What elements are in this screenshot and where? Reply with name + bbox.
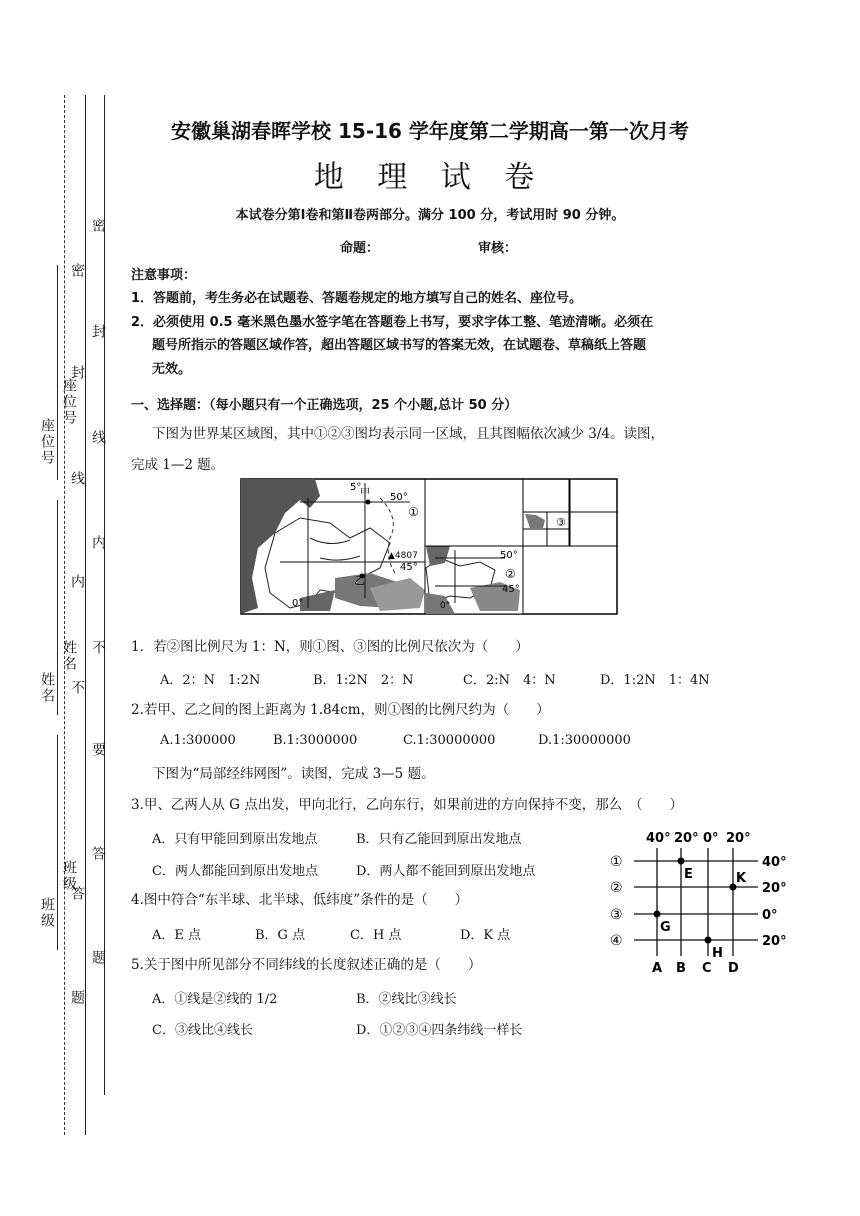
grid-row-1: ① xyxy=(610,854,623,870)
map-jia-label: 甲 xyxy=(360,488,370,499)
grid-right-label-2: 20° xyxy=(762,881,787,896)
question-4-option-c[interactable]: C．H 点 xyxy=(350,928,402,943)
section1-intro-line1: 下图为世界某区域图，其中①②③图均表示同一区域，且其图幅依次减少 3/4。读图， xyxy=(152,426,665,442)
question-5-option-a[interactable]: A．①线是②线的 1/2 xyxy=(152,992,278,1007)
map-small-lat45-label: 45° xyxy=(502,584,520,595)
reviewer-label: 审核： xyxy=(478,241,518,256)
question-5-stem: 5.关于图中所见部分不同纬线的长度叙述正确的是（ ） xyxy=(131,957,482,973)
question-4-option-a[interactable]: A．E 点 xyxy=(152,928,202,943)
seal-char-da: 答 xyxy=(90,846,106,862)
grid-point-e: E xyxy=(684,867,693,882)
grid-row-3: ③ xyxy=(610,907,623,923)
class-label: 班级 xyxy=(39,897,55,929)
map-lat50-label: 50° xyxy=(390,492,408,503)
map-mountain-label: ▲4807 xyxy=(388,551,418,561)
notes-heading: 注意事项： xyxy=(131,268,197,283)
name-label-inner: 姓名 xyxy=(61,640,77,672)
seal-char-mi-inner: 密 xyxy=(69,263,85,279)
question-3-stem: 3.甲、乙两人从 G 点出发，甲向北行，乙向东行，如果前进的方向保持不变，那么 （ ） xyxy=(131,797,683,813)
map-lat45-label: 45° xyxy=(400,562,418,573)
map-panel3-label: ③ xyxy=(556,516,566,529)
question-5-option-d[interactable]: D．①②③④四条纬线一样长 xyxy=(356,1023,523,1038)
seal-char-bu-inner: 不 xyxy=(69,680,85,696)
question-2-option-b[interactable]: B.1:3000000 xyxy=(273,733,358,748)
world-region-map xyxy=(240,478,620,616)
exam-title: 安徽巢湖春晖学校 15-16 学年度第二学期高一第一次月考 xyxy=(171,119,689,143)
grid-row-2: ② xyxy=(610,880,623,896)
question-4-option-d[interactable]: D．K 点 xyxy=(460,928,511,943)
margin-rule-2 xyxy=(57,500,58,715)
question-2-option-d[interactable]: D.1:30000000 xyxy=(538,733,631,748)
grid-top-label-3: 0° xyxy=(703,831,719,846)
grid-bottom-label-b: B xyxy=(676,961,686,976)
question-2-option-a[interactable]: A.1:300000 xyxy=(160,733,236,748)
grid-bottom-label-c: C xyxy=(702,961,712,976)
notes-item-2-end: 无效。 xyxy=(152,362,192,377)
question-2-option-c[interactable]: C.1:30000000 xyxy=(403,733,496,748)
lat-lon-grid-figure xyxy=(608,826,798,976)
margin-rule-1 xyxy=(57,265,58,480)
notes-item-2: 2．必须使用 0.5 毫米黑色墨水签字笔在答题卷上书写，要求字体工整、笔迹清晰。必须在 xyxy=(131,315,654,330)
margin-rule-3 xyxy=(57,735,58,950)
grid-point-h: H xyxy=(712,946,723,961)
question-3-option-b[interactable]: B．只有乙能回到原出发地点 xyxy=(356,832,522,847)
grid-top-label-4: 20° xyxy=(726,831,751,846)
question-2-stem: 2.若甲、乙之间的图上距离为 1.84cm，则①图的比例尺约为（ ） xyxy=(131,702,550,718)
seat-number-label: 座位号 xyxy=(39,418,55,466)
seal-char-line-inner: 线 xyxy=(69,471,85,487)
name-label: 姓名 xyxy=(39,672,55,704)
seal-char-feng: 封 xyxy=(90,324,106,340)
seal-char-nei-inner: 内 xyxy=(69,574,85,590)
section1-intro-line2: 完成 1—2 题。 xyxy=(131,457,225,473)
binding-line-outer xyxy=(85,95,86,1135)
grid-row-4: ④ xyxy=(610,933,623,949)
seal-char-ti-inner: 题 xyxy=(69,990,85,1006)
seal-char-yao: 要 xyxy=(90,742,106,758)
grid-right-label-1: 40° xyxy=(762,855,787,870)
question-3-option-a[interactable]: A．只有甲能回到原出发地点 xyxy=(152,832,318,847)
question-1-option-d[interactable]: D．1:2N 1：4N xyxy=(600,673,710,688)
question-1-option-b[interactable]: B．1:2N 2：N xyxy=(313,673,414,688)
map-lon0-label: 0° xyxy=(292,598,304,609)
grid-bottom-label-d: D xyxy=(728,961,739,976)
exam-subject: 地 理 试 卷 xyxy=(313,160,547,195)
grid-bottom-label-a: A xyxy=(652,961,663,976)
question-5-option-b[interactable]: B．②线比③线长 xyxy=(356,992,457,1007)
question-5-option-c[interactable]: C．③线比④线长 xyxy=(152,1023,253,1038)
map-yi-label: 乙 xyxy=(354,574,365,587)
question-3-option-d[interactable]: D．两人都不能回到原出发地点 xyxy=(356,864,536,879)
question-1-stem: 1．若②图比例尺为 1：N，则①图、③图的比例尺依次为（ ） xyxy=(131,639,529,655)
exam-info: 本试卷分第Ⅰ卷和第Ⅱ卷两部分。满分 100 分，考试用时 90 分钟。 xyxy=(235,208,625,223)
seal-char-bu: 不 xyxy=(90,640,106,656)
dashed-seal-line xyxy=(64,95,65,1135)
question-3-option-c[interactable]: C．两人都能回到原出发地点 xyxy=(152,864,318,879)
notes-item-1: 1．答题前，考生务必在试题卷、答题卷规定的地方填写自己的姓名、座位号。 xyxy=(131,291,583,306)
question-1-option-a[interactable]: A．2：N 1:2N xyxy=(160,673,261,688)
grid-point-k: K xyxy=(736,871,747,886)
grid-right-label-4: 20° xyxy=(762,934,787,949)
maker-label: 命题： xyxy=(340,241,380,256)
map-panel2-label: ② xyxy=(505,567,516,581)
seal-char-feng-inner: 封 xyxy=(69,365,85,381)
map-small-lon0-label: 0° xyxy=(440,601,451,611)
seal-char-nei: 内 xyxy=(90,535,106,551)
seal-char-mi: 密 xyxy=(90,218,106,234)
map-panel1-label: ① xyxy=(408,505,419,519)
question-1-option-c[interactable]: C．2:N 4：N xyxy=(463,673,556,688)
grid-point-g: G xyxy=(660,920,671,935)
notes-item-2-cont: 题号所指示的答题区域作答，超出答题区域书写的答案无效，在试题卷、草稿纸上答题 xyxy=(152,338,647,353)
seal-char-xian: 线 xyxy=(90,430,106,446)
question-4-stem: 4.图中符合“东半球、北半球、低纬度”条件的是（ ） xyxy=(131,892,469,908)
grid-top-label-2: 20° xyxy=(674,831,699,846)
class-label-inner: 班级 xyxy=(61,860,77,892)
seat-number-label-inner: 座位号 xyxy=(61,378,77,426)
binding-line-inner xyxy=(104,95,105,1095)
questions-3-5-intro: 下图为“局部经纬网图”。读图，完成 3—5 题。 xyxy=(152,766,435,782)
grid-top-label-1: 40° xyxy=(646,831,671,846)
grid-right-label-3: 0° xyxy=(762,908,778,923)
section1-heading: 一、选择题：（每小题只有一个正确选项，25 个小题,总计 50 分） xyxy=(131,398,518,413)
question-4-option-b[interactable]: B．G 点 xyxy=(255,928,306,943)
seal-char-da-inner: 答 xyxy=(69,886,85,902)
seal-char-ti: 题 xyxy=(90,950,106,966)
map-lon5-label: 5° xyxy=(350,482,362,493)
map-small-lat50-label: 50° xyxy=(500,550,518,561)
